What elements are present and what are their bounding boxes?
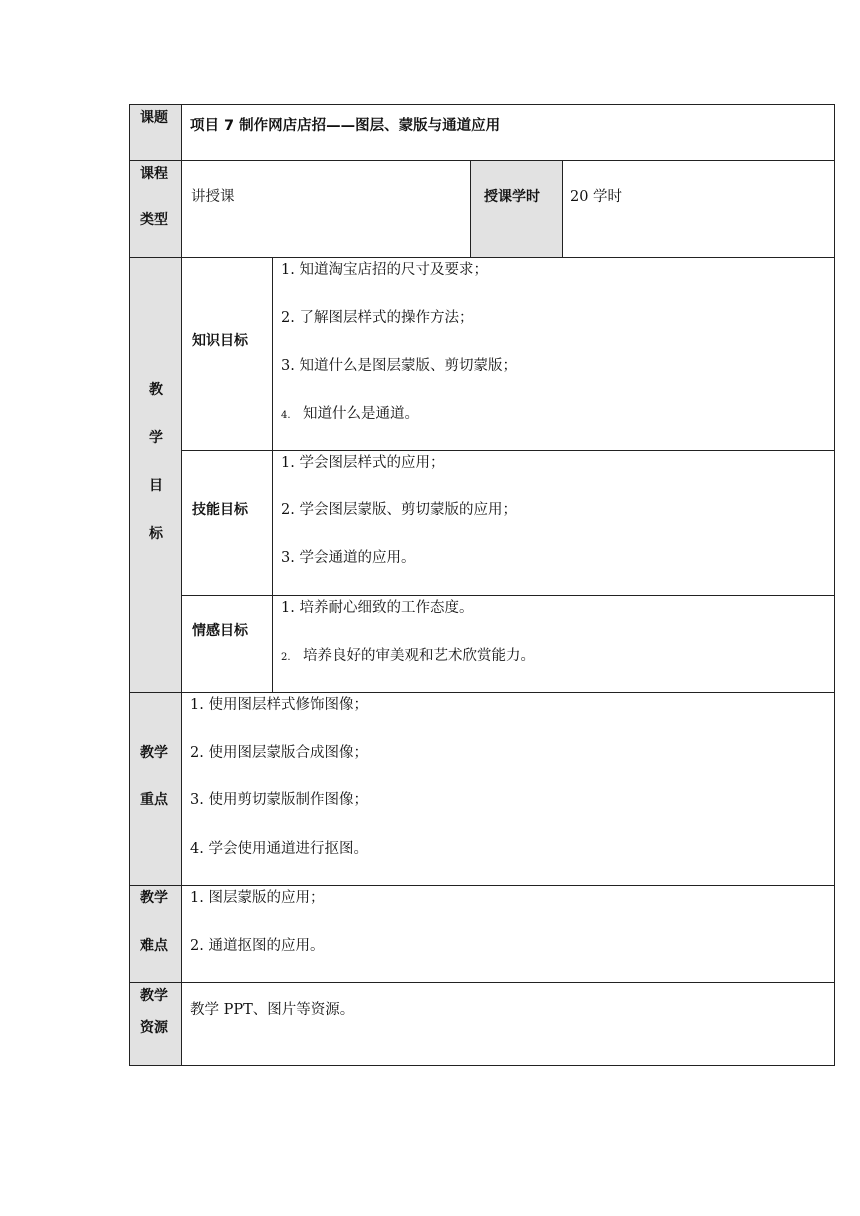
course-type-label-line1: 课程 <box>140 166 168 182</box>
border-right <box>834 104 835 1066</box>
border-row2 <box>129 257 835 258</box>
key-point-item-3: 3. 使用剪切蒙版制作图像； <box>190 792 368 808</box>
key-points-label-line2: 重点 <box>140 792 168 808</box>
border-left <box>129 104 130 1066</box>
border-bottom <box>129 1065 835 1066</box>
objectives-label-cell <box>130 257 181 692</box>
objectives-label-char-3: 目 <box>149 478 163 494</box>
difficulty-item-2: 2. 通道抠图的应用。 <box>190 938 325 954</box>
skill-item-1: 1. 学会图层样式的应用； <box>281 455 445 471</box>
hours-label: 授课学时 <box>484 189 540 205</box>
course-type-label-line2: 类型 <box>140 212 168 228</box>
resources-label-line1: 教学 <box>140 988 168 1004</box>
border-sublabel-col <box>272 257 273 692</box>
objectives-label-char-4: 标 <box>149 526 163 542</box>
emotion-label: 情感目标 <box>192 623 248 639</box>
key-points-label-cell <box>130 692 181 885</box>
border-row4 <box>129 885 835 886</box>
key-points-label-line1: 教学 <box>140 745 168 761</box>
topic-label: 课题 <box>140 110 168 126</box>
knowledge-label: 知识目标 <box>192 333 248 349</box>
emotion-item-1: 1. 培养耐心细致的工作态度。 <box>281 600 474 616</box>
hours-value: 20 学时 <box>570 189 623 205</box>
resources-value: 教学 PPT、图片等资源。 <box>190 1002 355 1018</box>
knowledge-item-4: 知道什么是通道。 <box>303 406 419 422</box>
topic-value: 项目 7 制作网店店招——图层、蒙版与通道应用 <box>190 118 501 134</box>
knowledge-item-2: 2. 了解图层样式的操作方法； <box>281 310 474 326</box>
key-point-item-4: 4. 学会使用通道进行抠图。 <box>190 841 368 857</box>
border-knowledge-skill <box>181 450 835 451</box>
border-top <box>129 104 835 105</box>
knowledge-item-4-number: 4. <box>281 410 291 421</box>
difficulty-item-1: 1. 图层蒙版的应用； <box>190 890 325 906</box>
border-hours-right <box>562 160 563 257</box>
border-row3 <box>129 692 835 693</box>
difficulties-label-line2: 难点 <box>140 938 168 954</box>
border-row1 <box>129 160 835 161</box>
emotion-item-2-number: 2. <box>281 652 291 663</box>
emotion-item-2: 培养良好的审美观和艺术欣赏能力。 <box>303 648 535 664</box>
border-label-col <box>181 104 182 1066</box>
border-hours-left <box>470 160 471 257</box>
objectives-label-char-1: 教 <box>149 382 163 398</box>
hours-label-cell <box>470 160 562 257</box>
skill-item-3: 3. 学会通道的应用。 <box>281 550 416 566</box>
key-point-item-2: 2. 使用图层蒙版合成图像； <box>190 745 368 761</box>
resources-label-line2: 资源 <box>140 1020 168 1036</box>
skill-label: 技能目标 <box>192 502 248 518</box>
skill-item-2: 2. 学会图层蒙版、剪切蒙版的应用； <box>281 502 517 518</box>
border-row5 <box>129 982 835 983</box>
knowledge-item-3: 3. 知道什么是图层蒙版、剪切蒙版； <box>281 358 517 374</box>
course-type-value: 讲授课 <box>191 189 235 205</box>
difficulties-label-line1: 教学 <box>140 890 168 906</box>
border-skill-emotion <box>181 595 835 596</box>
key-point-item-1: 1. 使用图层样式修饰图像； <box>190 697 368 713</box>
knowledge-item-1: 1. 知道淘宝店招的尺寸及要求； <box>281 262 488 278</box>
objectives-label-char-2: 学 <box>149 430 163 446</box>
